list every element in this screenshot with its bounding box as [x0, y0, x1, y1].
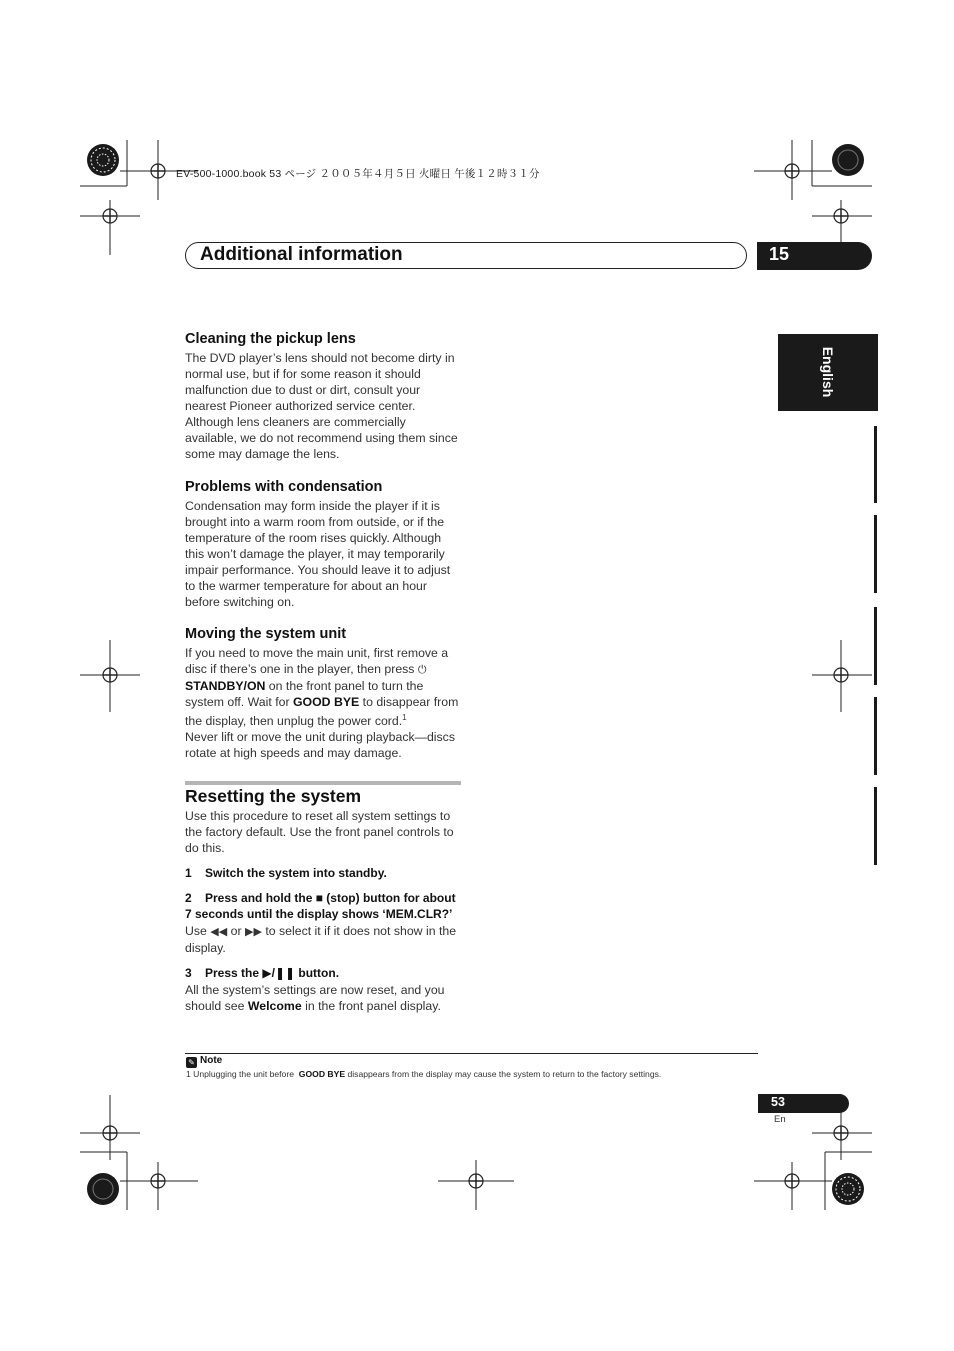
section-heading: Cleaning the pickup lens [185, 331, 356, 347]
file-info: EV-500-1000.book 53 ページ ２００５年４月５日 火曜日 午後１２時３１分 [176, 168, 540, 180]
section-intro: Use this procedure to reset all system settings to the factory default. Use the front panel controls to do this. [185, 809, 454, 855]
stop-icon: ■ [315, 891, 323, 905]
section-condensation [185, 478, 461, 610]
note-icon: ✎ [186, 1057, 197, 1068]
section-resetting [185, 786, 461, 1014]
side-bar [874, 515, 877, 593]
section-moving [185, 625, 461, 761]
language-label: English [820, 346, 836, 398]
section-heading: Resetting the system [185, 786, 362, 806]
side-bar [874, 426, 877, 503]
next-icon: ▶▶ [245, 926, 262, 938]
chapter-number: 15 [757, 242, 872, 270]
step-3: 3 Press the ▶/❚❚ button. [185, 966, 340, 980]
step-2: 2 Press and hold the ■ (stop) button for about 7 seconds until the display shows ‘MEM.CLR?’ [185, 891, 456, 921]
section-body: If you need to move the main unit, first remove a disc if there’s one in the player, then press ⏻ STANDBY/ON on the front panel to turn the system off. Wait for GOOD BYE to disappear from the display, then unplug the power cord.$^1$ Never lift or move the unit during playback—discs rotate at high speeds and may damage. [185, 646, 459, 761]
section-heading: Problems with condensation [185, 479, 383, 495]
previous-icon: ◀◀ [210, 926, 228, 938]
section-body: The DVD player’s lens should not become dirty in normal use, but if for some reason it should malfunction due to dust or dirt, consult your nearest Pioneer authorized service center. Although lens cleaners are commercially available, we do not recommend using them since some may damage the lens. [185, 351, 458, 461]
section-heading: Moving the system unit [185, 626, 347, 642]
section-rule [185, 781, 461, 785]
note-heading: ✎ Note [186, 1055, 222, 1068]
page-title: Additional information [200, 244, 403, 265]
section-cleaning [185, 330, 461, 462]
section-body: Condensation may form inside the player if it is brought into a warm room from outside, or if the temperature of the room rises quickly. Although this won’t damage the player, it may temporarily impair performance. You should leave it to adjust to the warmer temperature for about an hour before switching on. [185, 499, 451, 609]
step-2-note: Use ◀◀ or ▶▶ to select it if it does not show in the display. [185, 924, 457, 955]
side-bar [874, 607, 877, 685]
standby-label: STANDBY/ON [185, 679, 266, 693]
note-rule [185, 1053, 758, 1054]
goodbye-label: GOOD BYE [292, 695, 360, 709]
footnote-ref: 1 [402, 713, 407, 722]
side-bar [874, 787, 877, 865]
play-pause-icon: ▶/❚❚ [262, 966, 296, 980]
page-language: En [774, 1114, 786, 1125]
page-number: 53 [758, 1094, 849, 1113]
side-bar [874, 697, 877, 775]
footnote: 1 Unplugging the unit before GOOD BYE disappears from the display may cause the system to return to the factory settings. [186, 1069, 662, 1079]
step-1: 1 Switch the system into standby. [185, 866, 387, 880]
power-icon: ⏻ [417, 664, 427, 676]
step-3-note: All the system’s settings are now reset, and you should see Welcome in the front panel display. [185, 983, 445, 1013]
language-tab [778, 334, 878, 411]
welcome-label: Welcome [247, 999, 302, 1013]
